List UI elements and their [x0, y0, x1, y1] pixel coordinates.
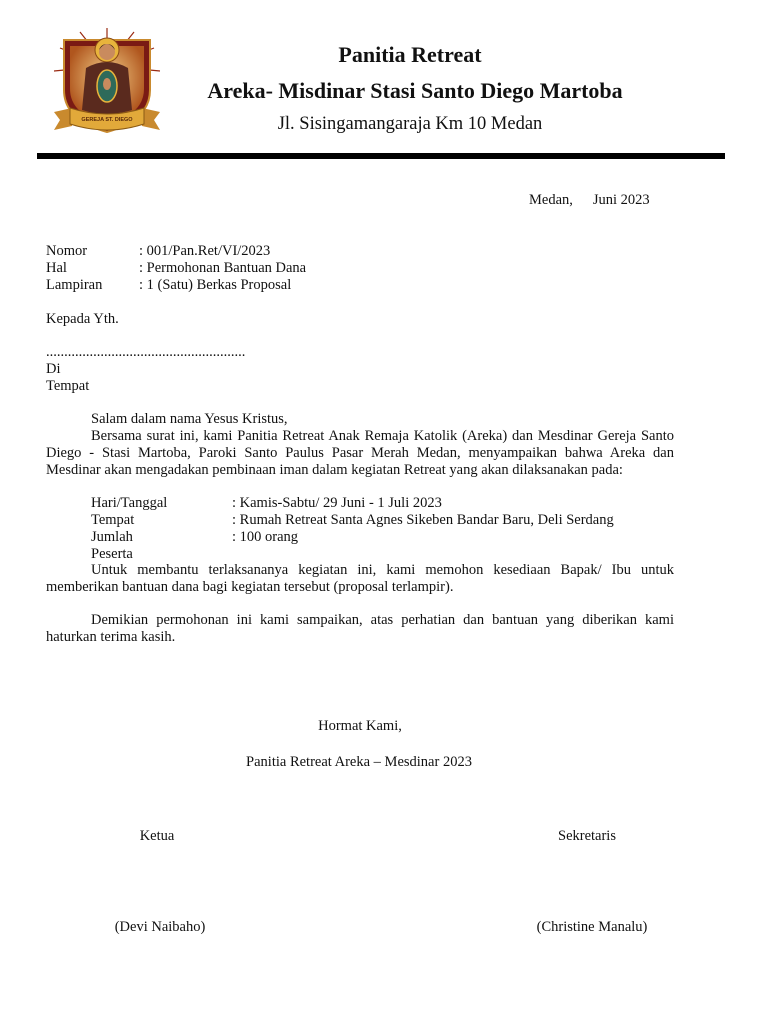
letter-date: [529, 192, 650, 209]
closing-committee: Panitia Retreat Areka – Mesdinar 2023: [246, 754, 472, 770]
meta-key: Lampiran: [46, 277, 103, 293]
meta-key: Nomor: [46, 243, 88, 259]
meta-key: Hal: [46, 260, 67, 276]
header-divider: [37, 153, 725, 159]
meta-value: : 1 (Satu) Berkas Proposal: [139, 277, 292, 293]
closing-regards: Hormat Kami,: [318, 718, 402, 734]
signatory-name-left: (Devi Naibaho): [114, 919, 206, 935]
letterhead-subtitle: Areka- Misdinar Stasi Santo Diego Martoba: [207, 78, 623, 103]
letterhead-title: Panitia Retreat: [338, 42, 482, 67]
detail-value: : Rumah Retreat Santa Agnes Sikeben Bandar Baru, Deli Serdang: [232, 512, 614, 528]
recipient-place: Tempat: [46, 378, 90, 394]
detail-key: Tempat: [91, 512, 135, 528]
logo-banner-text: GEREJA ST. DIEGO: [81, 117, 133, 123]
signatory-title-right: Sekretaris: [558, 828, 616, 844]
signatory-name-right: (Christine Manalu): [536, 919, 648, 935]
recipient-greeting: Kepada Yth.: [46, 311, 119, 327]
detail-value: : Kamis-Sabtu/ 29 Juni - 1 Juli 2023: [232, 495, 442, 511]
date-month: Juni 2023: [592, 192, 650, 208]
signatory-title-left: Ketua: [139, 828, 175, 844]
meta-value: : 001/Pan.Ret/VI/2023: [139, 243, 271, 259]
parish-logo: [50, 26, 164, 138]
detail-key: Hari/Tanggal: [91, 495, 168, 511]
detail-value: : 100 orang: [232, 529, 299, 545]
meta-value: : Permohonan Bantuan Dana: [139, 260, 307, 276]
letterhead-address: Jl. Sisingamangaraja Km 10 Medan: [277, 114, 543, 134]
body-paragraph-3: Demikian permohonan ini kami sampaikan, atas perhatian dan bantuan yang diberikan kami haturkan terima kasih.: [46, 612, 674, 645]
body-paragraph-1: Bersama surat ini, kami Panitia Retreat Anak Remaja Katolik (Areka) dan Mesdinar Gereja Santo Diego - Stasi Martoba, Paroki Santo Paulus Pasar Merah Medan, menyampaikan bahwa Areka dan Mesdinar akan mengadakan pembinaan iman dalam kegiatan Retreat yang akan dilaksanakan pada:: [46, 428, 674, 478]
date-place: Medan,: [529, 192, 573, 208]
salutation: Salam dalam nama Yesus Kristus,: [91, 411, 288, 427]
body-paragraph-2: Untuk membantu terlaksananya kegiatan ini, kami memohon kesediaan Bapak/ Ibu untuk memberikan bantuan dana bagi kegiatan tersebut (proposal terlampir).: [46, 562, 674, 595]
detail-key: Jumlah Peserta: [91, 529, 133, 562]
recipient-di: Di: [46, 361, 61, 377]
recipient-placeholder: .......................................................: [46, 344, 246, 360]
